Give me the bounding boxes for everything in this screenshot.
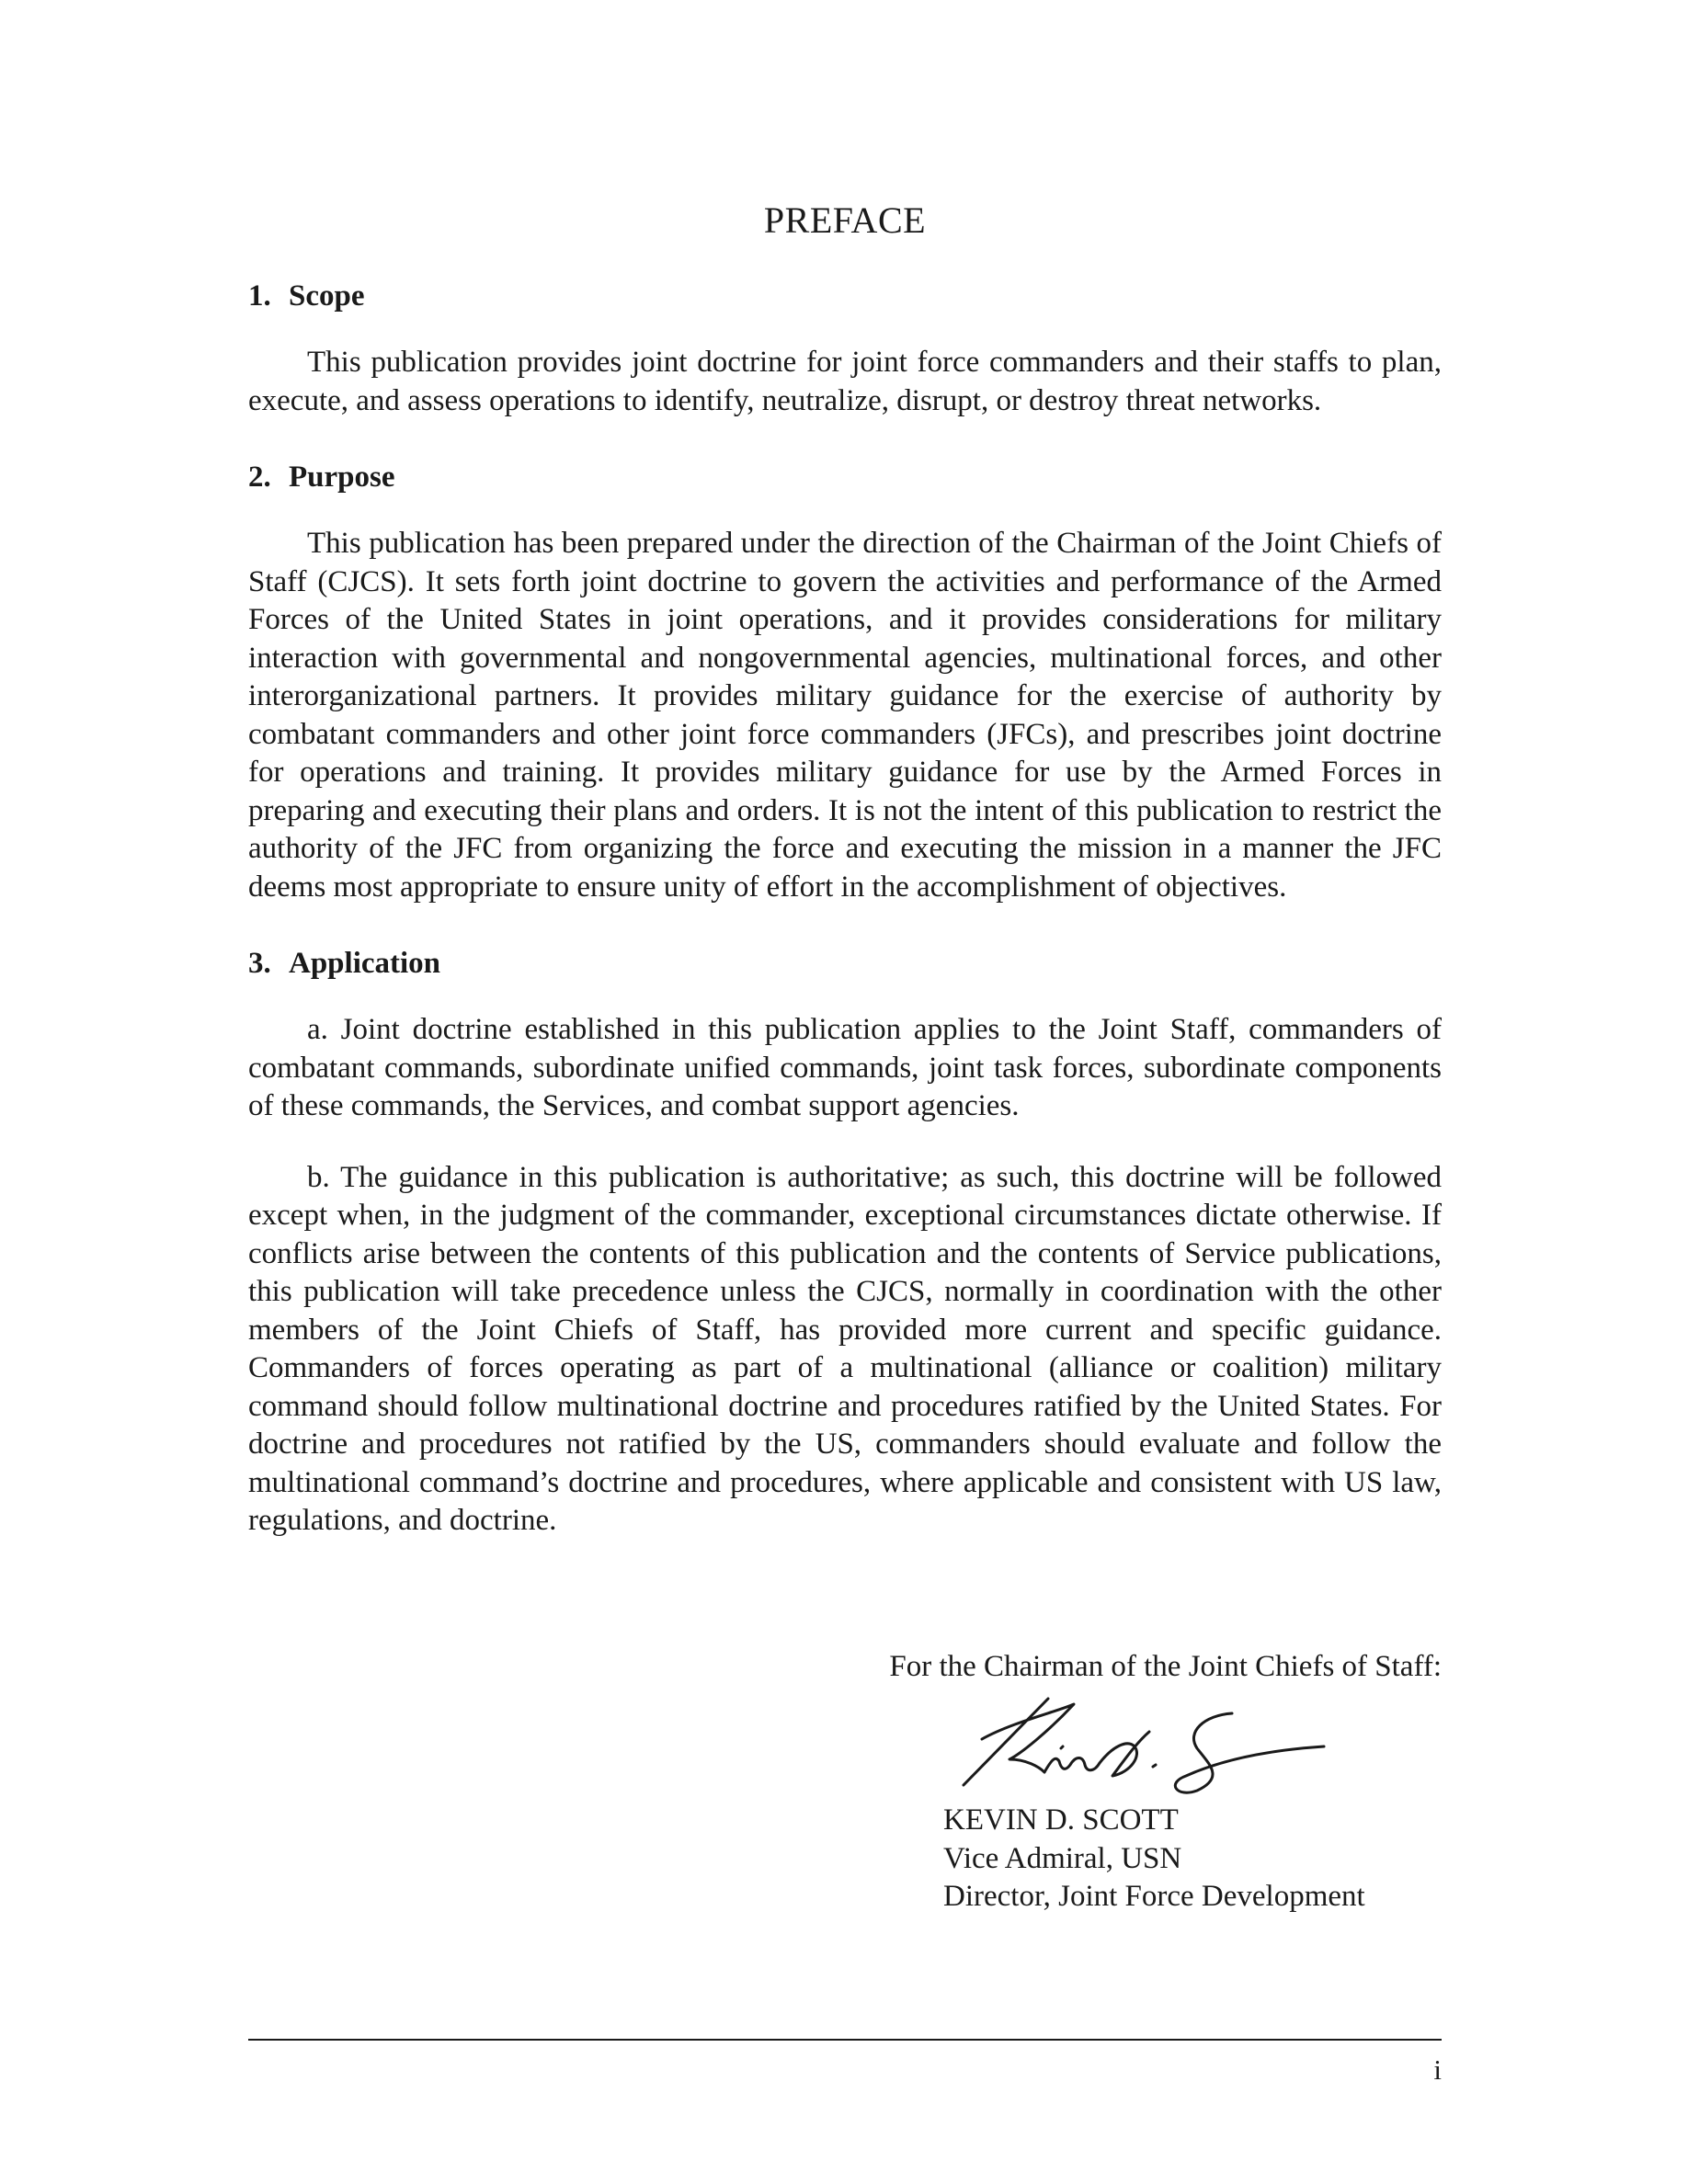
document-page: [248, 0, 1442, 2184]
footer-divider: [248, 2039, 1442, 2041]
section-number: 3.: [248, 947, 271, 980]
signature-image: [956, 1695, 1342, 1805]
section-heading: [248, 939, 1442, 987]
section-application: [248, 939, 1442, 1541]
section-title: Purpose: [289, 461, 395, 494]
closing-line: For the Chairman of the Joint Chiefs of Staff:: [889, 1650, 1442, 1683]
signer-block: [943, 1802, 1365, 1917]
signer-rank: Vice Admiral, USN: [943, 1841, 1182, 1875]
signer-position: Director, Joint Force Development: [943, 1880, 1365, 1913]
document-body: [248, 272, 1442, 1574]
section-number: 1.: [248, 279, 271, 313]
paragraph: b. The guidance in this publication is authoritative; as such, this doctrine will be followed except when, in the judgment of the commander, exceptional circumstances dictate otherwise. If conflicts arise between the contents of this publication and the contents of Service publications, this publication will take precedence unless the CJCS, normally in coordination with the other members of the Joint Chiefs of Staff, has provided more current and specific guidance. Commanders of forces operating as part of a multinational (alliance or coalition) military command should follow multinational doctrine and procedures ratified by the United States. For doctrine and procedures not ratified by the US, commanders should evaluate and follow the multinational command’s doctrine and procedures, where applicable and consistent with US law, regulations, and doctrine.: [248, 1160, 1442, 1537]
page-number: i: [1433, 2053, 1442, 2086]
signer-name: KEVIN D. SCOTT: [943, 1803, 1179, 1837]
section-number: 2.: [248, 461, 271, 494]
section-title: Application: [289, 947, 441, 980]
section-heading: [248, 272, 1442, 320]
paragraph: This publication provides joint doctrine for joint force commanders and their staffs to plan, execute, and assess operations to identify, neutralize, disrupt, or destroy threat networks.: [248, 346, 1442, 417]
section-scope: [248, 272, 1442, 420]
paragraph: This publication has been prepared under the direction of the Chairman of the Joint Chiefs of Staff (CJCS). It sets forth joint doctrine to govern the activities and performance of the Armed Forces of the United States in joint operations, and it provides considerations for military interaction with governmental and nongovernmental agencies, multinational forces, and other interorganizational partners. It provides military guidance for the exercise of authority by combatant commanders and other joint force commanders (JFCs), and prescribes joint doctrine for operations and training. It provides military guidance for use by the Armed Forces in preparing and executing their plans and orders. It is not the intent of this publication to restrict the authority of the JFC from organizing the force and executing the mission in a manner the JFC deems most appropriate to ensure unity of effort in the accomplishment of objectives.: [248, 527, 1442, 904]
section-heading: [248, 453, 1442, 501]
section-title: Scope: [289, 279, 365, 313]
paragraph: a. Joint doctrine established in this publication applies to the Joint Staff, commanders of combatant commands, subordinate unified commands, joint task forces, subordinate components of these commands, the Services, and combat support agencies.: [248, 1013, 1442, 1122]
section-purpose: [248, 453, 1442, 906]
page-title: PREFACE: [763, 199, 927, 241]
